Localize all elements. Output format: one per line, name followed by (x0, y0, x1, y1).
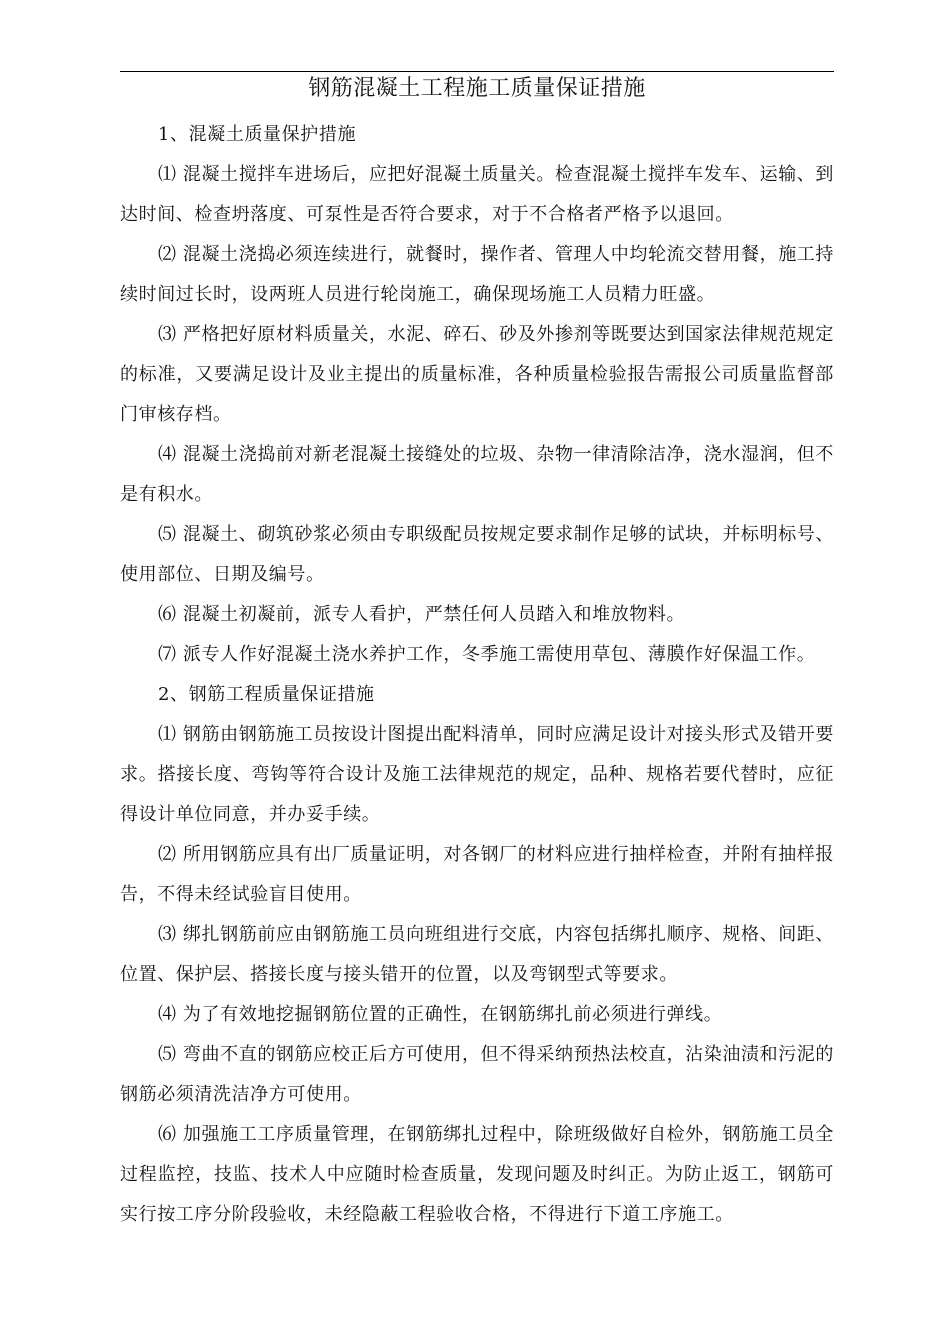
section-heading-concrete: 1、混凝土质量保护措施 (158, 124, 357, 145)
section-heading-rebar: 2、钢筋工程质量保证措施 (158, 684, 375, 705)
paragraph: ⑷ 混凝土浇捣前对新老混凝土接缝处的垃圾、杂物一律清除洁净，浇水湿润，但不是有积水。 (120, 444, 834, 505)
paragraph: ⑺ 派专人作好混凝土浇水养护工作，冬季施工需使用草包、薄膜作好保温工作。 (158, 644, 816, 665)
document-title: 钢筋混凝土工程施工质量保证措施 (308, 76, 646, 101)
paragraph: ⑷ 为了有效地挖掘钢筋位置的正确性，在钢筋绑扎前必须进行弹线。 (158, 1004, 723, 1025)
document-body (120, 115, 834, 1235)
paragraph: ⑶ 绑扎钢筋前应由钢筋施工员向班组进行交底，内容包括绑扎顺序、规格、间距、位置、保护层、搭接长度与接头错开的位置，以及弯钢型式等要求。 (120, 924, 834, 985)
paragraph: ⑵ 混凝土浇捣必须连续进行，就餐时，操作者、管理人中均轮流交替用餐，施工持续时间过长时，设两班人员进行轮岗施工，确保现场施工人员精力旺盛。 (120, 244, 834, 305)
paragraph: ⑸ 混凝土、砌筑砂浆必须由专职级配员按规定要求制作足够的试块，并标明标号、使用部位、日期及编号。 (120, 524, 834, 585)
paragraph: ⑸ 弯曲不直的钢筋应校正后方可使用，但不得采纳预热法校直，沾染油渍和污泥的钢筋必须清洗洁净方可使用。 (120, 1044, 834, 1105)
paragraph: ⑶ 严格把好原材料质量关，水泥、碎石、砂及外掺剂等既要达到国家法律规范规定的标准，又要满足设计及业主提出的质量标准，各种质量检验报告需报公司质量监督部门审核存档。 (120, 324, 834, 425)
paragraph: ⑹ 加强施工工序质量管理，在钢筋绑扎过程中，除班级做好自检外，钢筋施工员全过程监控，技监、技术人中应随时检查质量，发现问题及时纠正。为防止返工，钢筋可实行按工序分阶段验收，未经隐蔽工程验收合格，不得进行下道工序施工。 (120, 1124, 834, 1225)
paragraph: ⑴ 钢筋由钢筋施工员按设计图提出配料清单，同时应满足设计对接头形式及错开要求。搭接长度、弯钩等符合设计及施工法律规范的规定，品种、规格若要代替时，应征得设计单位同意，并办妥手续。 (120, 724, 834, 825)
header-rule (120, 71, 834, 72)
paragraph: ⑵ 所用钢筋应具有出厂质量证明，对各钢厂的材料应进行抽样检查，并附有抽样报告，不得未经试验盲目使用。 (120, 844, 834, 905)
paragraph: ⑴ 混凝土搅拌车进场后，应把好混凝土质量关。检查混凝土搅拌车发车、运输、到达时间、检查坍落度、可泵性是否符合要求，对于不合格者严格予以退回。 (120, 164, 834, 225)
paragraph: ⑹ 混凝土初凝前，派专人看护，严禁任何人员踏入和堆放物料。 (158, 604, 686, 625)
